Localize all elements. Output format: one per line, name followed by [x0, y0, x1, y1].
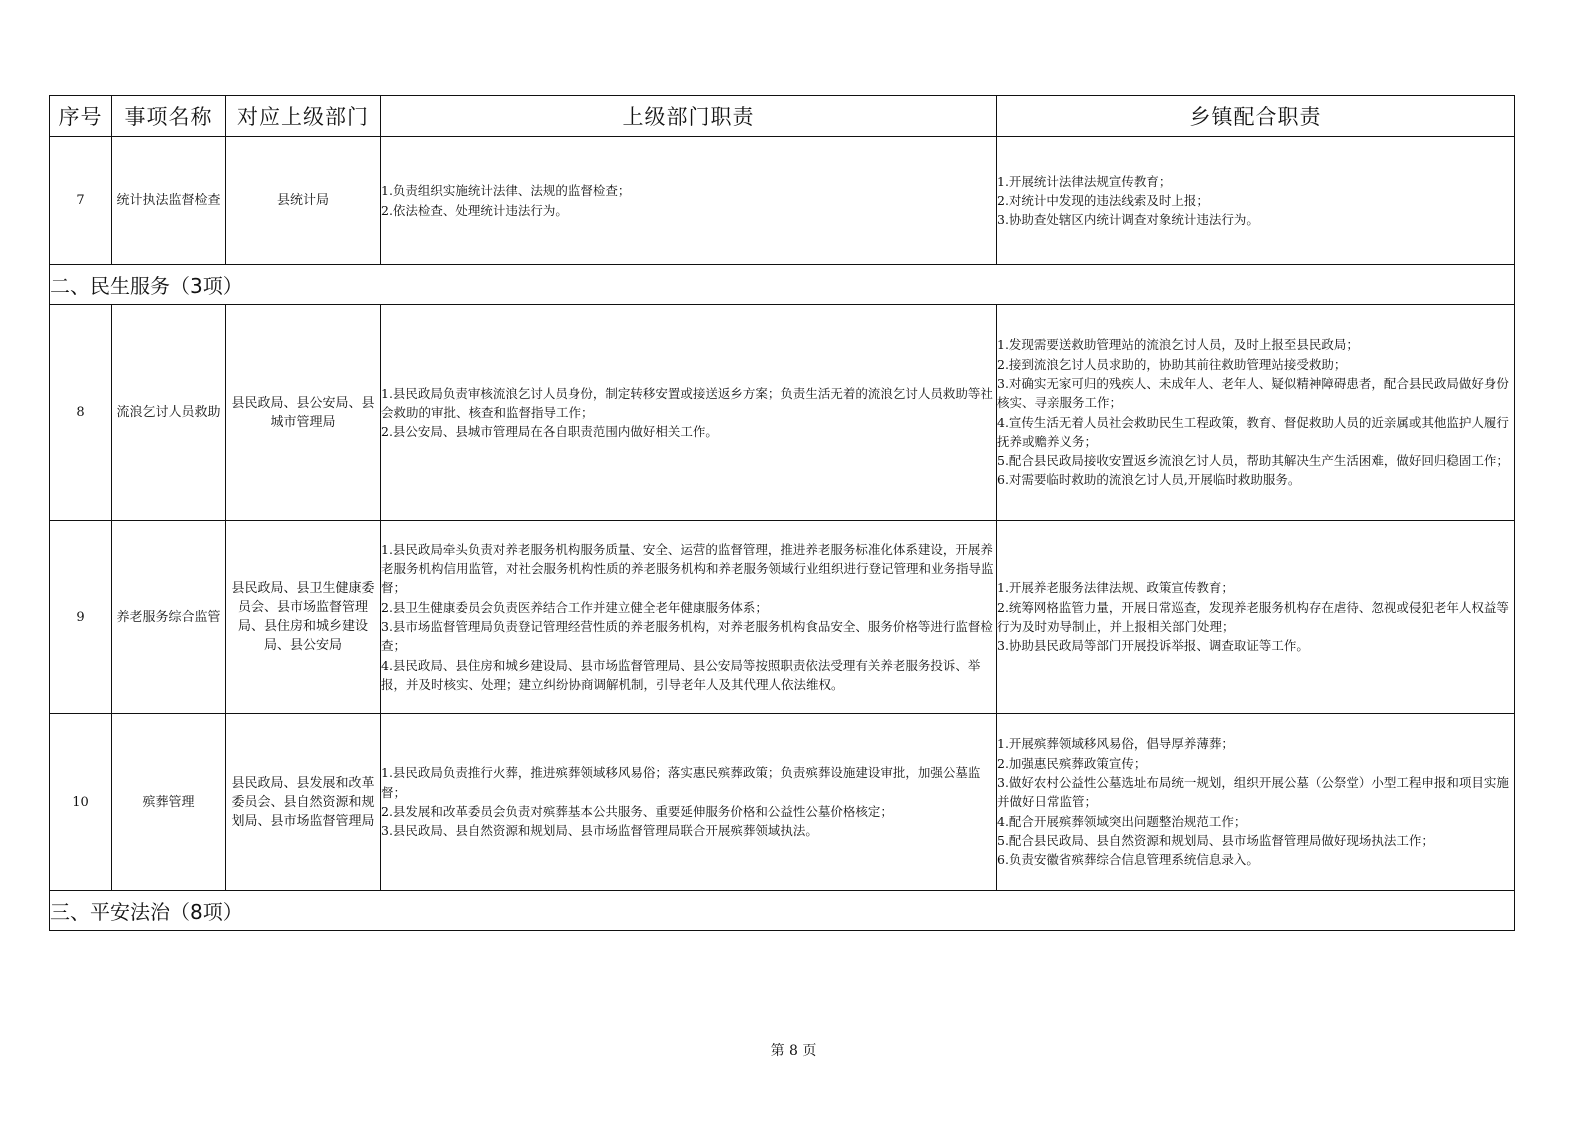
item-name: 流浪乞讨人员救助	[112, 305, 226, 521]
duty-line: 2.县卫生健康委员会负责医养结合工作并建立健全老年健康服务体系；	[381, 599, 768, 615]
duty-line: 5.配合县民政局、县自然资源和规划局、县市场监督管理局做好现场执法工作；	[997, 832, 1434, 848]
item-name: 养老服务综合监管	[112, 521, 226, 714]
duty-line: 4.宣传生活无着人员社会救助民生工程政策，教育、督促救助人员的近亲属或其他监护人履行抚养或赡养义务；	[997, 414, 1509, 449]
upper-duty	[381, 521, 997, 714]
duty-line: 3.县民政局、县自然资源和规划局、县市场监督管理局联合开展殡葬领域执法。	[381, 823, 818, 839]
duty-line: 1.县民政局负责审核流浪乞讨人员身份，制定转移安置或接送返乡方案；负责生活无着的流浪乞讨人员救助等社会救助的审批、核查和监督指导工作；	[381, 385, 993, 420]
upper-duty	[381, 305, 997, 521]
section-title: 三、平安法治（8项）	[50, 891, 1515, 931]
duty-line: 2.统筹网格监管力量，开展日常巡查，发现养老服务机构存在虐待、忽视或侵犯老年人权益等行为及时劝导制止，并上报相关部门处理；	[997, 599, 1509, 634]
duty-line: 5.配合县民政局接收安置返乡流浪乞讨人员，帮助其解决生产生活困难，做好回归稳固工作；	[997, 453, 1509, 469]
duty-line: 4.配合开展殡葬领域突出问题整治规范工作；	[997, 813, 1247, 829]
duty-line: 2.对统计中发现的违法线索及时上报；	[997, 192, 1209, 208]
table-row	[50, 714, 1515, 891]
header-name: 事项名称	[112, 96, 226, 137]
duty-line: 6.负责安徽省殡葬综合信息管理系统信息录入。	[997, 852, 1259, 868]
duty-line: 3.协助县民政局等部门开展投诉举报、调查取证等工作。	[997, 638, 1309, 654]
duty-line: 1.开展统计法律法规宣传教育；	[997, 173, 1172, 189]
duty-line: 3.协助查处辖区内统计调查对象统计违法行为。	[997, 212, 1259, 228]
section-row	[50, 265, 1515, 305]
page-number: 第 8 页	[770, 1043, 817, 1059]
town-duty	[997, 521, 1515, 714]
duty-line: 3.做好农村公益性公墓选址布局统一规划，组织开展公墓（公祭堂）小型工程申报和项目实施并做好日常监管；	[997, 775, 1509, 810]
duty-line: 1.县民政局负责推行火葬，推进殡葬领域移风易俗；落实惠民殡葬政策；负责殡葬设施建设审批，加强公墓监督；	[381, 765, 981, 800]
duty-line: 1.发现需要送救助管理站的流浪乞讨人员，及时上报至县民政局；	[997, 337, 1359, 353]
duty-table	[49, 95, 1515, 931]
item-dept: 县民政局、县卫生健康委员会、县市场监督管理局、县住房和城乡建设局、县公安局	[226, 521, 381, 714]
duty-line: 1.开展养老服务法律法规、政策宣传教育；	[997, 580, 1234, 596]
item-dept: 县统计局	[226, 137, 381, 265]
upper-duty	[381, 137, 997, 265]
duty-line: 3.县市场监督管理局负责登记管理经营性质的养老服务机构，对养老服务机构食品安全、服务价格等进行监督检查；	[381, 619, 993, 654]
item-name: 统计执法监督检查	[112, 137, 226, 265]
duty-line: 1.负责组织实施统计法律、法规的监督检查；	[381, 183, 631, 199]
upper-duty	[381, 714, 997, 891]
item-number: 7	[50, 137, 112, 265]
item-number: 8	[50, 305, 112, 521]
town-duty	[997, 137, 1515, 265]
item-dept: 县民政局、县发展和改革委员会、县自然资源和规划局、县市场监督管理局	[226, 714, 381, 891]
duty-line: 1.开展殡葬领域移风易俗，倡导厚养薄葬；	[997, 736, 1234, 752]
table-row	[50, 137, 1515, 265]
header-town-duty: 乡镇配合职责	[997, 96, 1515, 137]
table-row	[50, 305, 1515, 521]
header-row	[50, 96, 1515, 137]
section-row	[50, 891, 1515, 931]
header-upper-duty: 上级部门职责	[381, 96, 997, 137]
item-dept: 县民政局、县公安局、县城市管理局	[226, 305, 381, 521]
duty-line: 2.接到流浪乞讨人员求助的，协助其前往救助管理站接受救助；	[997, 356, 1347, 372]
duty-line: 2.县公安局、县城市管理局在各自职责范围内做好相关工作。	[381, 424, 718, 440]
section-title: 二、民生服务（3项）	[50, 265, 1515, 305]
duty-line: 2.加强惠民殡葬政策宣传；	[997, 755, 1147, 771]
item-name: 殡葬管理	[112, 714, 226, 891]
table-row	[50, 521, 1515, 714]
duty-line: 6.对需要临时救助的流浪乞讨人员,开展临时救助服务。	[997, 472, 1301, 488]
duty-line: 4.县民政局、县住房和城乡建设局、县市场监督管理局、县公安局等按照职责依法受理有关养老服务投诉、举报，并及时核实、处理；建立纠纷协商调解机制，引导老年人及其代理人依法维权。	[381, 657, 981, 692]
town-duty	[997, 305, 1515, 521]
duty-line: 2.依法检查、处理统计违法行为。	[381, 202, 568, 218]
duty-line: 2.县发展和改革委员会负责对殡葬基本公共服务、重要延伸服务价格和公益性公墓价格核定；	[381, 804, 893, 819]
header-dept: 对应上级部门	[226, 96, 381, 137]
item-number: 10	[50, 714, 112, 891]
duty-line: 1.县民政局牵头负责对养老服务机构服务质量、安全、运营的监督管理，推进养老服务标准化体系建设，开展养老服务机构信用监管，对社会服务机构性质的养老服务机构和养老服务领域行业组织进行登记管理和业务指导监督；	[381, 541, 994, 596]
item-number: 9	[50, 521, 112, 714]
header-num: 序号	[50, 96, 112, 137]
duty-line: 3.对确实无家可归的残疾人、未成年人、老年人、疑似精神障碍患者，配合县民政局做好身份核实、寻亲服务工作；	[997, 375, 1509, 411]
town-duty	[997, 714, 1515, 891]
